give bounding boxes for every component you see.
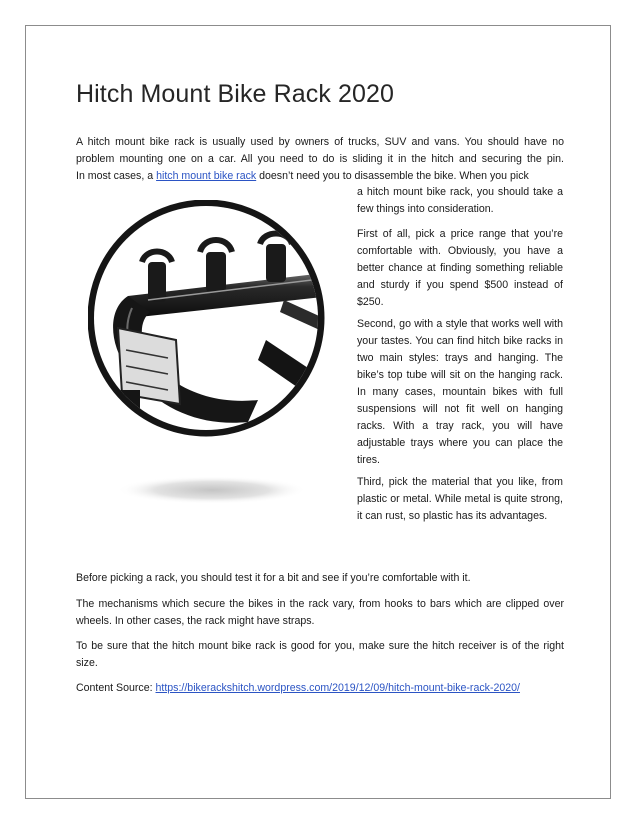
content-source-label: Content Source: (76, 682, 156, 694)
column-paragraph-3: Second, go with a style that works well with your tastes. You can find hitch bike racks in two main styles: trays and hanging. The bike’s top tube will sit on the hanging rack. In many cases, mountain bikes with full suspensions will not fit well on hanging racks. With a tray rack, you will have adjustable trays where you can place the tires. (357, 318, 563, 466)
bottom-paragraph-2: The mechanisms which secure the bikes in the rack vary, from hooks to bars which are clipped over wheels. In other cases, the rack might have straps. (76, 598, 564, 627)
page-title: Hitch Mount Bike Rack 2020 (76, 80, 395, 108)
content-source-link[interactable]: https://bikerackshitch.wordpress.com/2019/12/09/hitch-mount-bike-rack-2020/ (155, 682, 520, 694)
intro-line-3 (76, 168, 564, 185)
column-paragraph-1: a hitch mount bike rack, you should take a few things into consideration. (357, 186, 563, 215)
intro-line-2: problem mounting one on a car. All you need to do is sliding it in the hitch and securing the pin. (76, 153, 564, 165)
bottom-paragraph-3: To be sure that the hitch mount bike rack is good for you, make sure the hitch receiver is of the right size. (76, 640, 564, 669)
column-paragraph-2: First of all, pick a price range that you’re comfortable with. Obviously, you have a better chance at finding something reliable and sturdy if you spend $500 instead of $250. (357, 228, 563, 308)
bottom-paragraph-1: Before picking a rack, you should test it for a bit and see if you’re comfortable with it. (76, 572, 471, 584)
hitch-mount-bike-rack-link[interactable]: hitch mount bike rack (156, 170, 257, 182)
intro-paragraph (76, 134, 564, 185)
intro-text-before-link: In most cases, a (76, 170, 157, 182)
shadow-ellipse (117, 476, 307, 504)
content-source (76, 680, 564, 697)
intro-text-after-link: doesn’t need you to disassemble the bike. When you pick (256, 170, 529, 182)
intro-line-1: A hitch mount bike rack is usually used by owners of trucks, SUV and vans. You should have no (76, 136, 564, 148)
bike-rack-image (88, 200, 350, 530)
column-paragraph-4: Third, pick the material that you like, from plastic or metal. While metal is quite strong, it can rust, so plastic has its advantages. (357, 476, 563, 522)
